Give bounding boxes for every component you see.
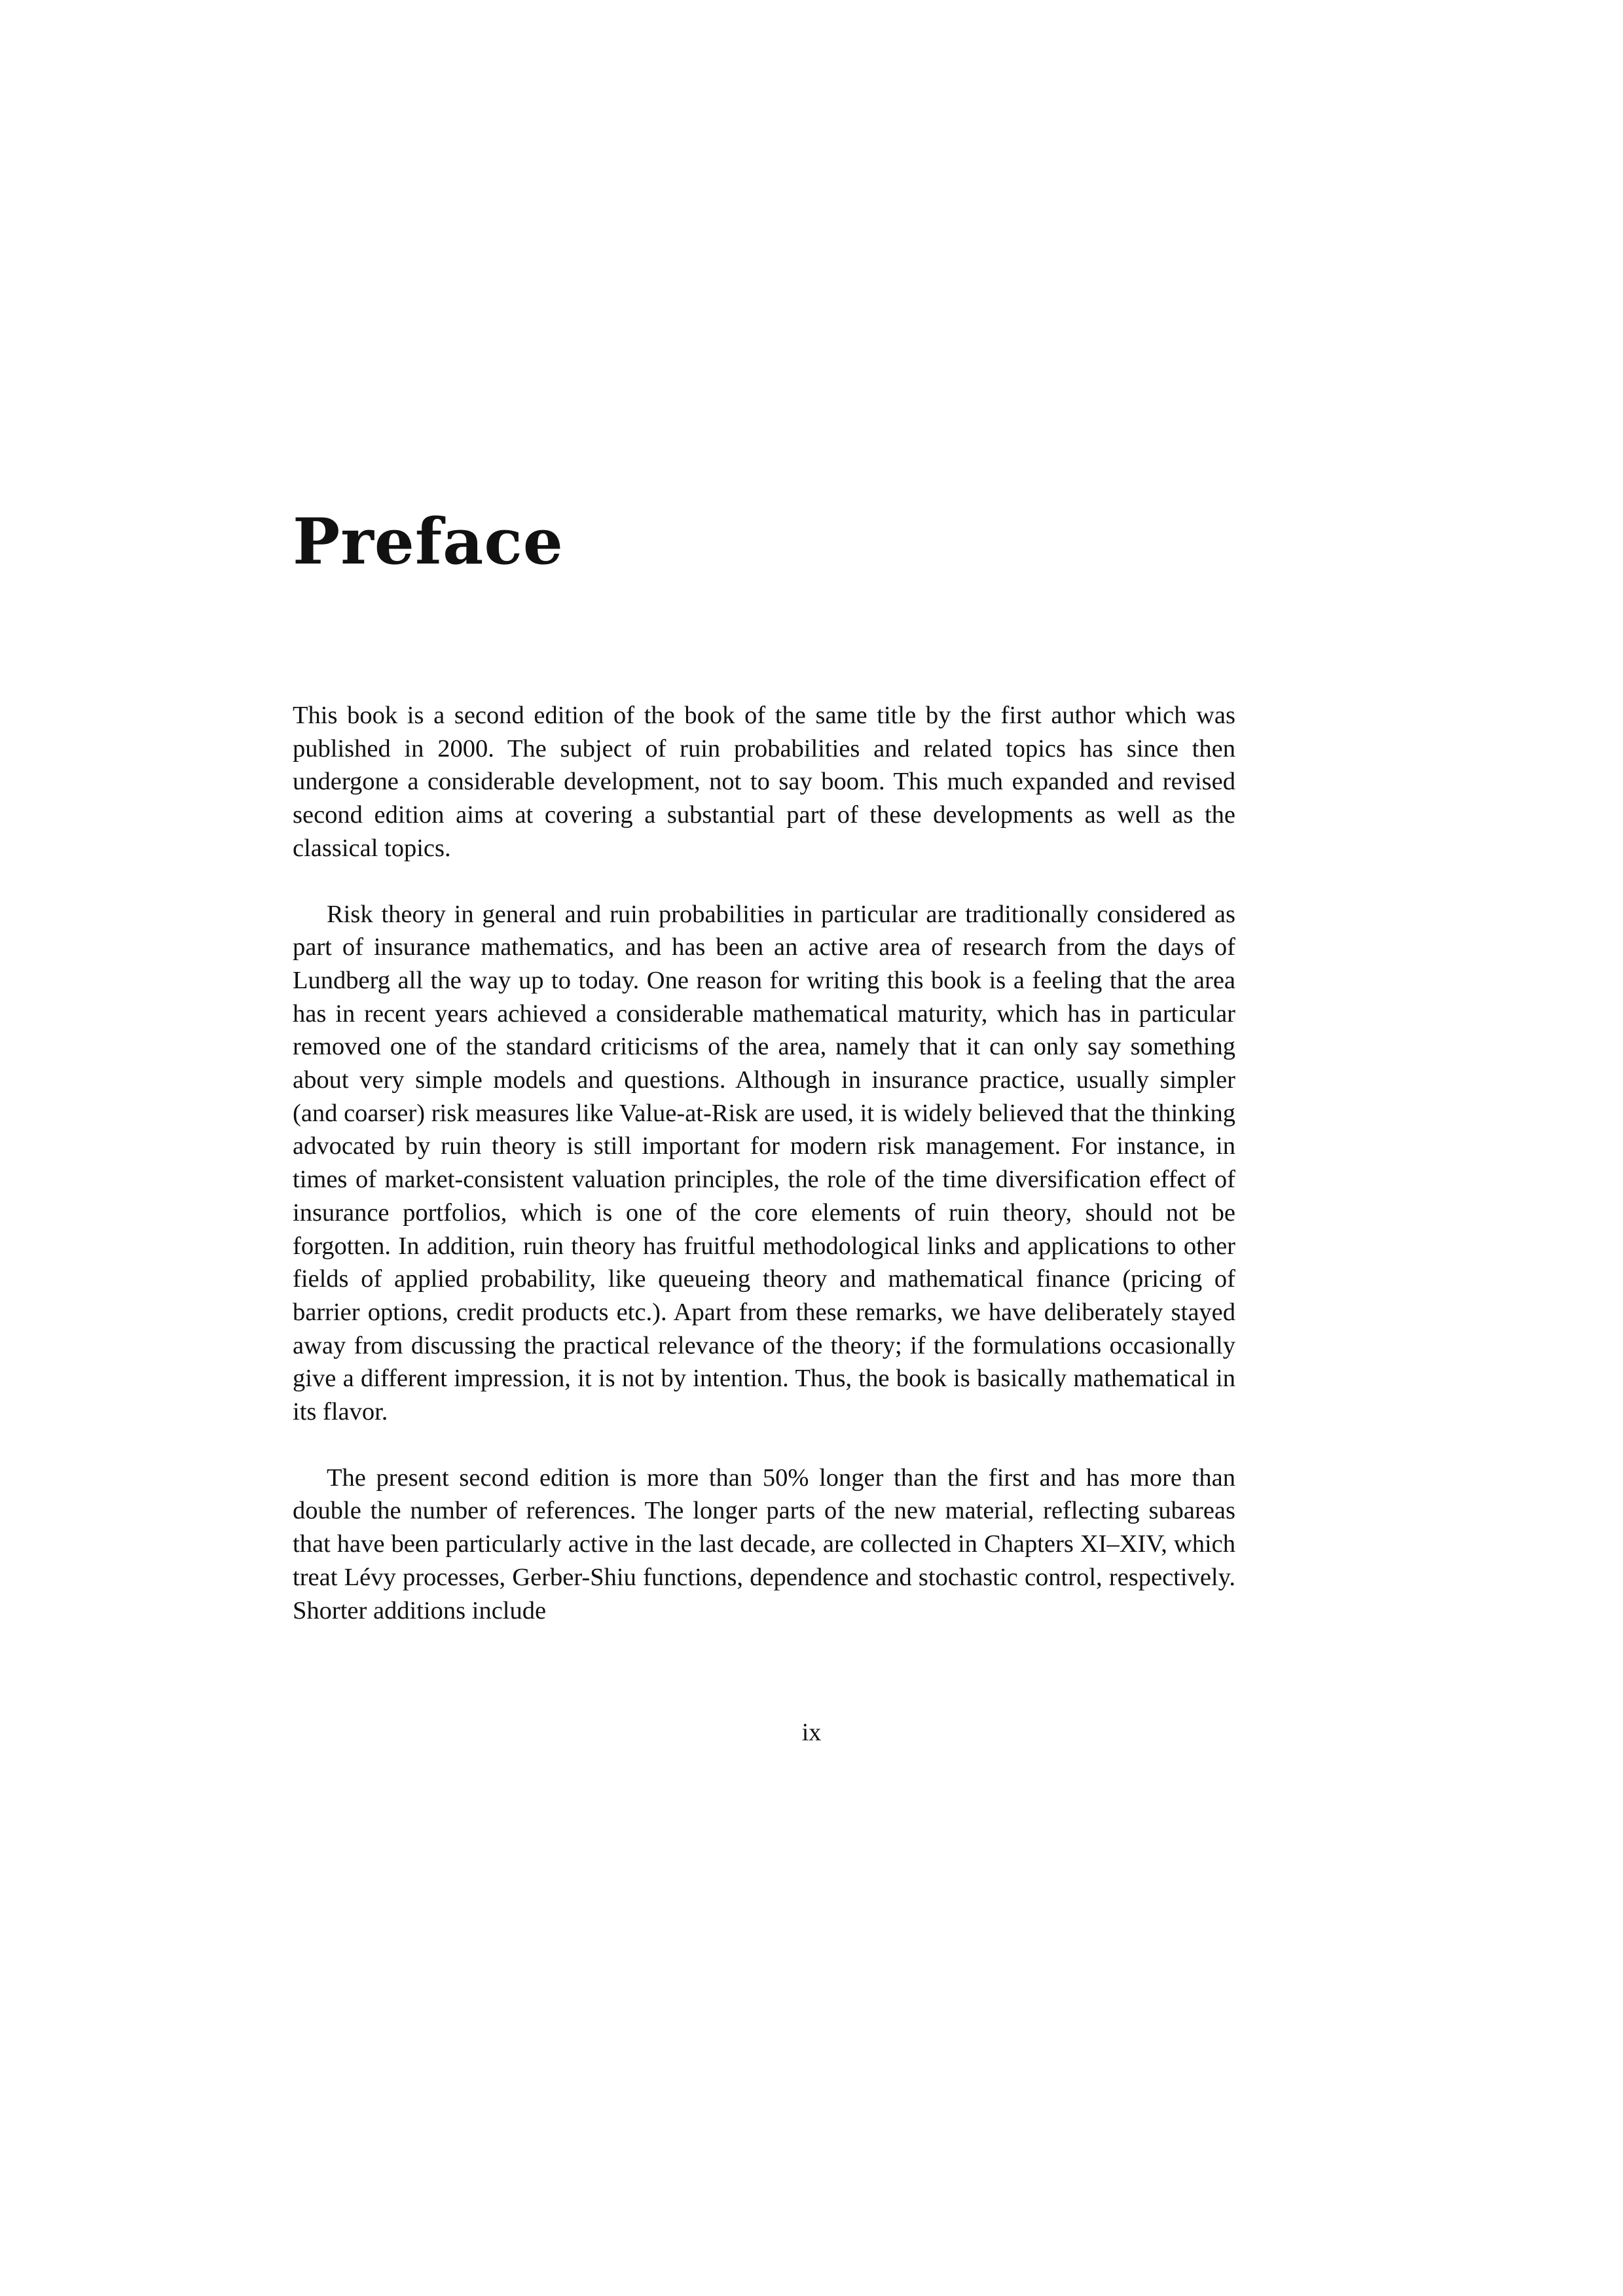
preface-body <box>293 699 1235 1627</box>
paragraph-1: This book is a second edition of the book of the same title by the first author which was published in 2000. The subject of ruin probabilities and related topics has since then undergone a considerable development, not to say boom. This much expanded and revised second edition aims at covering a substantial part of these developments as well as the classical topics. <box>293 702 1235 862</box>
paragraph-2: Risk theory in general and ruin probabilities in particular are traditionally considered as part of insurance mathematics, and has been an active area of research from the days of Lundberg all the way up to today. One reason for writing this book is a feeling that the area has in recent years achieved a considerable mathematical maturity, which has in particular removed one of the standard criticisms of the area, namely that it can only say something about very simple models and questions. Although in insurance practice, usually simpler (and coarser) risk measures like Value-at-Risk are used, it is widely believed that the thinking advocated by ruin theory is still important for modern risk management. For instance, in times of market-consistent valuation principles, the role of the time diversification effect of insurance portfolios, which is one of the core elements of ruin theory, should not be forgotten. In addition, ruin theory has fruitful methodological links and applications to other fields of applied probability, like queueing theory and mathematical finance (pricing of barrier options, credit products etc.). Apart from these remarks, we have deliberately stayed away from discussing the practical relevance of the theory; if the formulations occasionally give a different impression, it is not by intention. Thus, the book is basically mathematical in its flavor. <box>293 900 1235 1426</box>
page-title: Preface <box>293 505 564 579</box>
page-number: ix <box>801 1719 822 1746</box>
paragraph-3: The present second edition is more than 50% longer than the first and has more than double the number of references. The longer parts of the new material, reflecting subareas that have been particularly active in the last decade, are collected in Chapters XI–XIV, which treat Lévy processes, Gerber-Shiu functions, dependence and stochastic control, respectively. Shorter additions include <box>293 1463 1235 1624</box>
